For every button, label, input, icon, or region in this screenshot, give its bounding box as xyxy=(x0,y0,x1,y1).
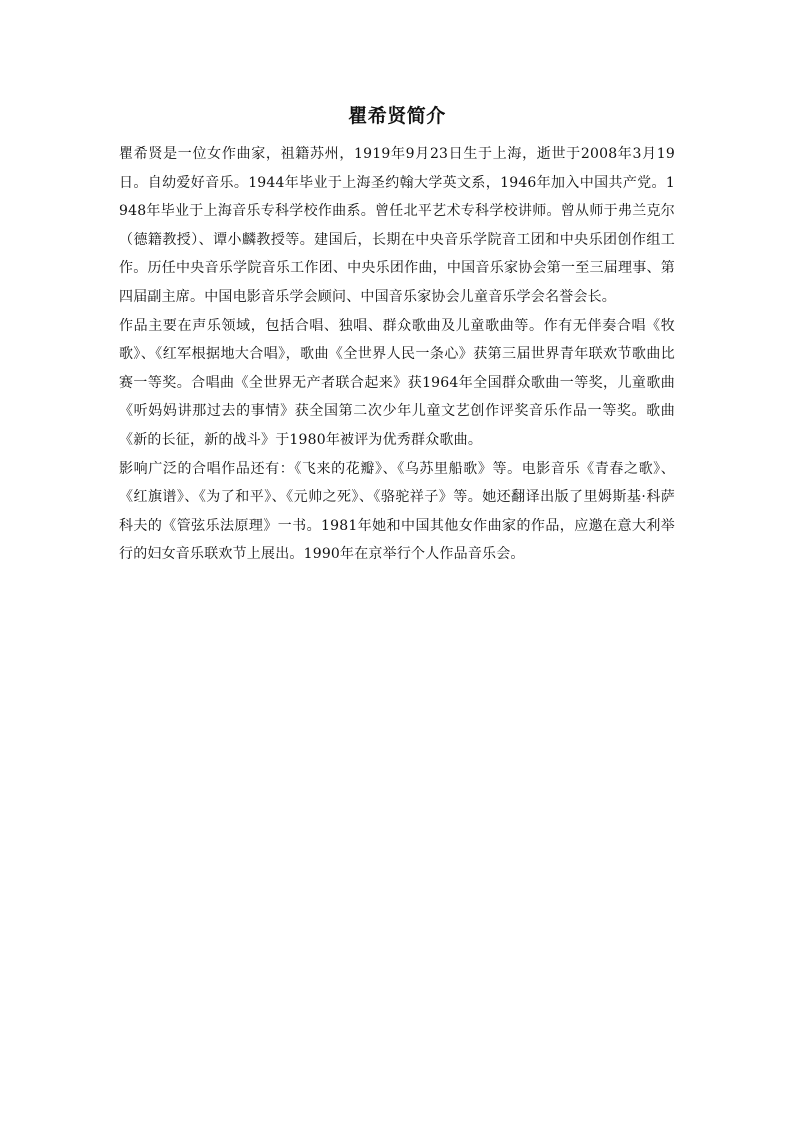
paragraph-works: 作品主要在声乐领域，包括合唱、独唱、群众歌曲及儿童歌曲等。作有无伴奏合唱《牧歌》、《红军根据地大合唱》，歌曲《全世界人民一条心》获第三届世界青年联欢节歌曲比赛一等奖。合唱曲《全世界无产者联合起来》获1964年全国群众歌曲一等奖，儿童歌曲《听妈妈讲那过去的事情》获全国第二次少年儿童文艺创作评奖音乐作品一等奖。歌曲《新的长征，新的战斗》于1980年被评为优秀群众歌曲。 xyxy=(119,317,675,448)
paragraph-biography: 瞿希贤是一位女作曲家，祖籍苏州，1919年9月23日生于上海，逝世于2008年3月19日。自幼爱好音乐。1944年毕业于上海圣约翰大学英文系，1946年加入中国共产党。1948年毕业于上海音乐专科学校作曲系。曾任北平艺术专科学校讲师。曾从师于弗兰克尔（德籍教授）、谭小麟教授等。建国后，长期在中央音乐学院音工团和中央乐团创作组工作。历任中央音乐学院音乐工作团、中央乐团作曲，中国音乐家协会第一至三届理事、第四届副主席。中国电影音乐学会顾问、中国音乐家协会儿童音乐学会名誉会长。 xyxy=(119,146,675,305)
document-title: 瞿希贤简介 xyxy=(348,105,446,127)
document-body xyxy=(119,140,675,569)
paragraph-influence: 影响广泛的合唱作品还有：《飞来的花瓣》、《乌苏里船歌》等。电影音乐《青春之歌》、《红旗谱》、《为了和平》、《元帅之死》、《骆驼祥子》等。她还翻译出版了里姆斯基·科萨科夫的《管弦乐法原理》一书。1981年她和中国其他女作曲家的作品，应邀在意大利举行的妇女音乐联欢节上展出。1990年在京举行个人作品音乐会。 xyxy=(119,460,675,563)
